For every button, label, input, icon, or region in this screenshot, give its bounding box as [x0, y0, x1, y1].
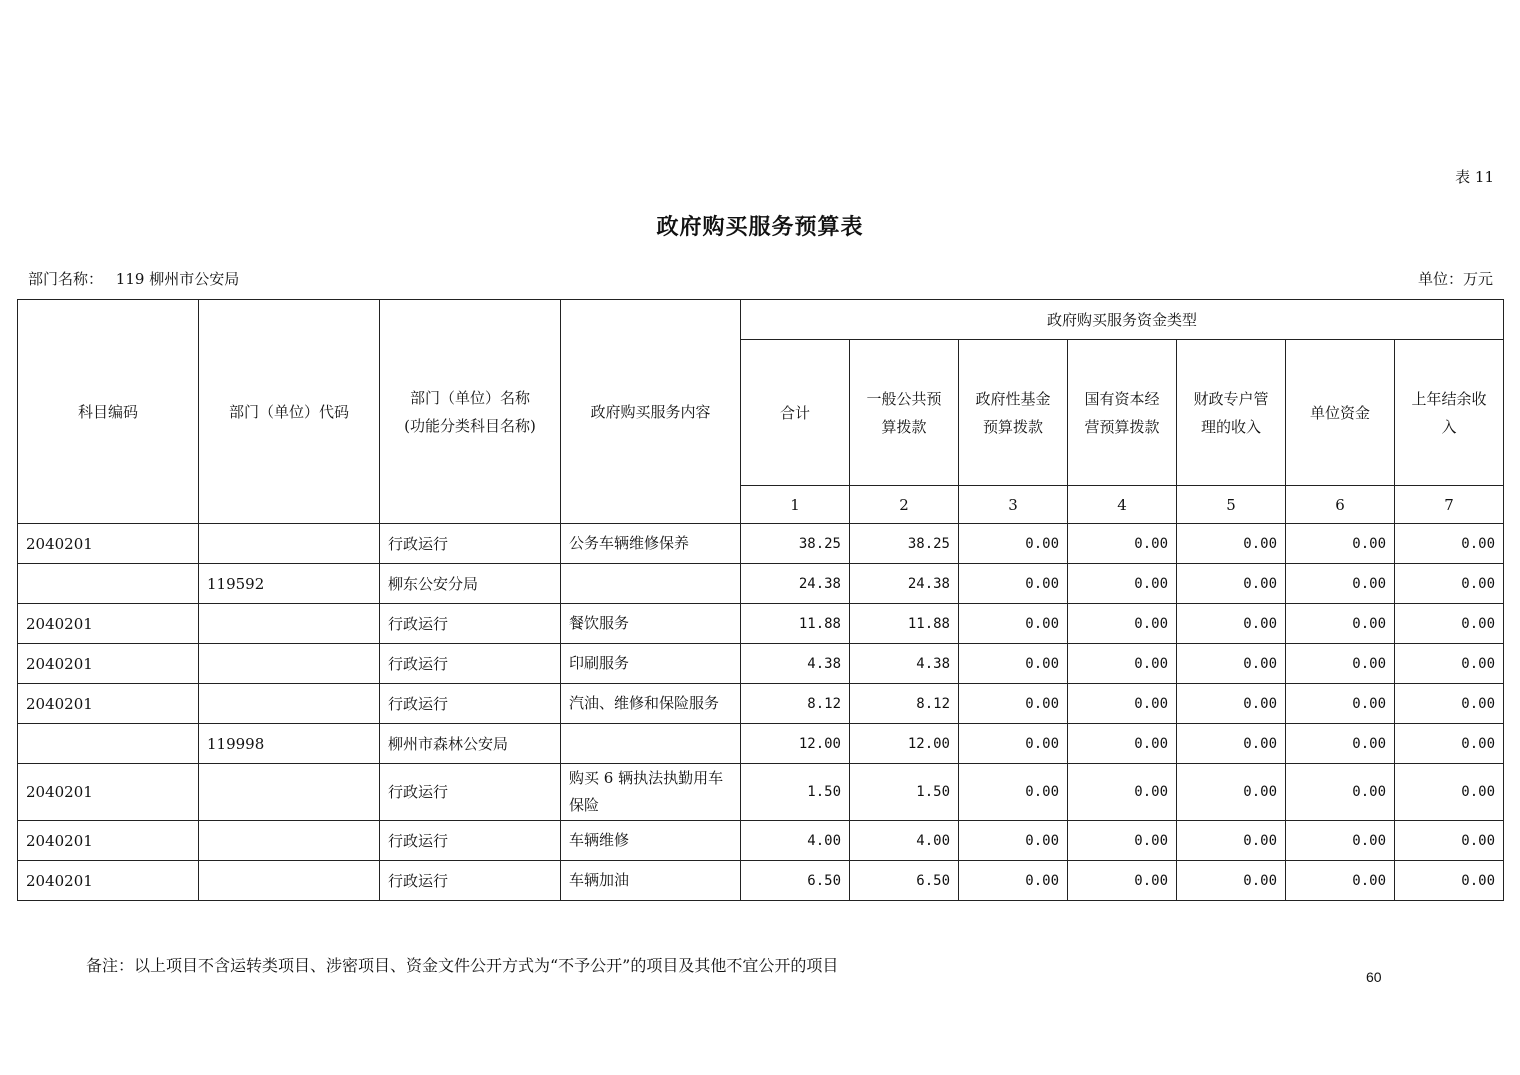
cell-subject-code: 2040201	[18, 764, 199, 821]
cell-amount: 0.00	[1395, 644, 1504, 684]
cell-dept-name: 行政运行	[380, 684, 561, 724]
cell-amount: 0.00	[1068, 821, 1177, 861]
cell-amount: 0.00	[959, 644, 1068, 684]
header-subject-code: 科目编码	[18, 300, 199, 524]
cell-amount: 0.00	[1286, 764, 1395, 821]
table-row	[18, 524, 1504, 564]
cell-amount: 0.00	[1395, 821, 1504, 861]
cell-amount: 38.25	[850, 524, 959, 564]
cell-dept-code: 119592	[199, 564, 380, 604]
header-fund-type	[1395, 340, 1504, 486]
cell-amount: 0.00	[1286, 724, 1395, 764]
header-column-index: 2	[850, 486, 959, 524]
cell-subject-code: 2040201	[18, 644, 199, 684]
cell-dept-name: 行政运行	[380, 644, 561, 684]
header-fund-type-line1: 上年结余收	[1411, 389, 1487, 408]
cell-subject-code: 2040201	[18, 604, 199, 644]
header-column-index: 3	[959, 486, 1068, 524]
department-value: 119 柳州市公安局	[115, 270, 240, 288]
cell-subject-code: 2040201	[18, 684, 199, 724]
cell-amount: 0.00	[1177, 764, 1286, 821]
header-fund-type	[1177, 340, 1286, 486]
cell-amount: 0.00	[959, 564, 1068, 604]
header-fund-type-line1: 政府性基金	[975, 389, 1051, 408]
department-label: 部门名称：	[28, 270, 104, 288]
cell-subject-code: 2040201	[18, 524, 199, 564]
cell-amount: 0.00	[959, 604, 1068, 644]
header-fund-type-line1: 单位资金	[1309, 403, 1370, 422]
cell-amount: 4.38	[850, 644, 959, 684]
header-fund-type-line2: 入	[1441, 417, 1457, 436]
cell-amount: 0.00	[1177, 684, 1286, 724]
cell-amount: 0.00	[959, 861, 1068, 901]
cell-amount: 0.00	[1068, 604, 1177, 644]
header-service-content: 政府购买服务内容	[561, 300, 741, 524]
header-fund-type	[741, 340, 850, 486]
page-title: 政府购买服务预算表	[656, 214, 864, 240]
cell-amount: 0.00	[1395, 524, 1504, 564]
cell-service-content: 公务车辆维修保养	[561, 524, 741, 564]
table-row	[18, 861, 1504, 901]
header-fund-type-line2: 预算拨款	[982, 417, 1043, 436]
cell-subject-code: 2040201	[18, 861, 199, 901]
table-row	[18, 821, 1504, 861]
cell-amount: 0.00	[959, 524, 1068, 564]
cell-amount: 0.00	[1177, 821, 1286, 861]
cell-amount: 11.88	[741, 604, 850, 644]
cell-dept-name: 柳东公安分局	[380, 564, 561, 604]
header-fund-type	[959, 340, 1068, 486]
header-fund-type	[1068, 340, 1177, 486]
cell-amount: 0.00	[1177, 604, 1286, 644]
table-row	[18, 684, 1504, 724]
cell-amount: 0.00	[1286, 821, 1395, 861]
cell-service-content: 汽油、维修和保险服务	[561, 684, 741, 724]
header-fund-type-line2: 理的收入	[1200, 417, 1261, 436]
cell-amount: 0.00	[1395, 724, 1504, 764]
cell-amount: 0.00	[1068, 564, 1177, 604]
cell-amount: 0.00	[1286, 644, 1395, 684]
header-fund-type-group: 政府购买服务资金类型	[741, 300, 1504, 340]
cell-amount: 0.00	[1286, 604, 1395, 644]
cell-amount: 0.00	[1177, 861, 1286, 901]
cell-amount: 0.00	[1177, 724, 1286, 764]
header-column-index: 1	[741, 486, 850, 524]
cell-amount: 0.00	[1177, 564, 1286, 604]
cell-dept-name: 行政运行	[380, 524, 561, 564]
cell-amount: 4.00	[741, 821, 850, 861]
cell-amount: 1.50	[850, 764, 959, 821]
budget-table	[17, 299, 1504, 901]
table-row	[18, 724, 1504, 764]
cell-amount: 4.00	[850, 821, 959, 861]
cell-amount: 0.00	[1068, 684, 1177, 724]
cell-amount: 0.00	[959, 764, 1068, 821]
header-column-index: 7	[1395, 486, 1504, 524]
cell-amount: 0.00	[1395, 764, 1504, 821]
header-fund-type-line1: 合计	[779, 403, 810, 422]
cell-service-content	[561, 724, 741, 764]
header-fund-type-line1: 国有资本经	[1084, 389, 1160, 408]
cell-service-content: 餐饮服务	[561, 604, 741, 644]
header-column-index: 5	[1177, 486, 1286, 524]
cell-dept-name: 柳州市森林公安局	[380, 724, 561, 764]
header-dept-code: 部门（单位）代码	[199, 300, 380, 524]
cell-dept-code	[199, 604, 380, 644]
cell-amount: 0.00	[1068, 861, 1177, 901]
header-column-index: 4	[1068, 486, 1177, 524]
cell-amount: 12.00	[850, 724, 959, 764]
header-fund-type-line2: 算拨款	[881, 417, 927, 436]
cell-amount: 1.50	[741, 764, 850, 821]
cell-amount: 0.00	[1068, 644, 1177, 684]
cell-service-content	[561, 564, 741, 604]
table-row	[18, 564, 1504, 604]
cell-amount: 0.00	[1177, 524, 1286, 564]
cell-dept-code	[199, 524, 380, 564]
cell-amount: 0.00	[1395, 684, 1504, 724]
cell-amount: 6.50	[741, 861, 850, 901]
table-row	[18, 644, 1504, 684]
cell-service-content: 车辆加油	[561, 861, 741, 901]
cell-service-content: 购买 6 辆执法执勤用车保险	[561, 764, 741, 821]
cell-dept-code	[199, 764, 380, 821]
cell-amount: 4.38	[741, 644, 850, 684]
header-fund-type-line2: 营预算拨款	[1084, 417, 1160, 436]
cell-amount: 0.00	[1395, 564, 1504, 604]
table-row	[18, 604, 1504, 644]
cell-amount: 0.00	[1177, 644, 1286, 684]
cell-amount: 0.00	[1068, 524, 1177, 564]
page-number: 60	[1366, 969, 1382, 985]
cell-amount: 24.38	[741, 564, 850, 604]
cell-subject-code: 2040201	[18, 821, 199, 861]
cell-amount: 0.00	[1286, 684, 1395, 724]
cell-amount: 0.00	[1286, 861, 1395, 901]
cell-amount: 0.00	[1395, 861, 1504, 901]
cell-amount: 0.00	[959, 724, 1068, 764]
cell-amount: 0.00	[1068, 724, 1177, 764]
header-dept-name-line2: (功能分类科目名称)	[404, 416, 536, 435]
cell-service-content: 车辆维修	[561, 821, 741, 861]
cell-amount: 0.00	[1286, 524, 1395, 564]
cell-dept-code	[199, 684, 380, 724]
cell-dept-name: 行政运行	[380, 861, 561, 901]
cell-dept-name: 行政运行	[380, 604, 561, 644]
header-fund-type-line1: 财政专户管	[1193, 389, 1269, 408]
cell-dept-code	[199, 644, 380, 684]
cell-dept-code	[199, 861, 380, 901]
remark-note: 备注：以上项目不含运转类项目、涉密项目、资金文件公开方式为“不予公开”的项目及其他不宜公开的项目	[86, 956, 839, 975]
cell-amount: 8.12	[850, 684, 959, 724]
unit-label: 单位：万元	[1417, 270, 1493, 288]
department-line	[28, 268, 239, 289]
cell-amount: 12.00	[741, 724, 850, 764]
header-row	[18, 300, 1504, 340]
cell-amount: 24.38	[850, 564, 959, 604]
cell-service-content: 印刷服务	[561, 644, 741, 684]
header-fund-type	[1286, 340, 1395, 486]
header-fund-type-line1: 一般公共预	[866, 389, 942, 408]
cell-dept-code: 119998	[199, 724, 380, 764]
header-column-index: 6	[1286, 486, 1395, 524]
cell-amount: 0.00	[959, 684, 1068, 724]
cell-amount: 38.25	[741, 524, 850, 564]
cell-amount: 0.00	[959, 821, 1068, 861]
header-dept-name-line1: 部门（单位）名称	[409, 388, 530, 407]
header-fund-type	[850, 340, 959, 486]
cell-subject-code	[18, 564, 199, 604]
cell-dept-name: 行政运行	[380, 764, 561, 821]
cell-amount: 8.12	[741, 684, 850, 724]
cell-dept-name: 行政运行	[380, 821, 561, 861]
cell-amount: 0.00	[1068, 764, 1177, 821]
cell-dept-code	[199, 821, 380, 861]
cell-amount: 11.88	[850, 604, 959, 644]
table-row	[18, 764, 1504, 821]
header-dept-name	[380, 300, 561, 524]
cell-amount: 0.00	[1286, 564, 1395, 604]
cell-amount: 0.00	[1395, 604, 1504, 644]
table-number: 表 11	[1455, 168, 1494, 186]
cell-amount: 6.50	[850, 861, 959, 901]
cell-subject-code	[18, 724, 199, 764]
